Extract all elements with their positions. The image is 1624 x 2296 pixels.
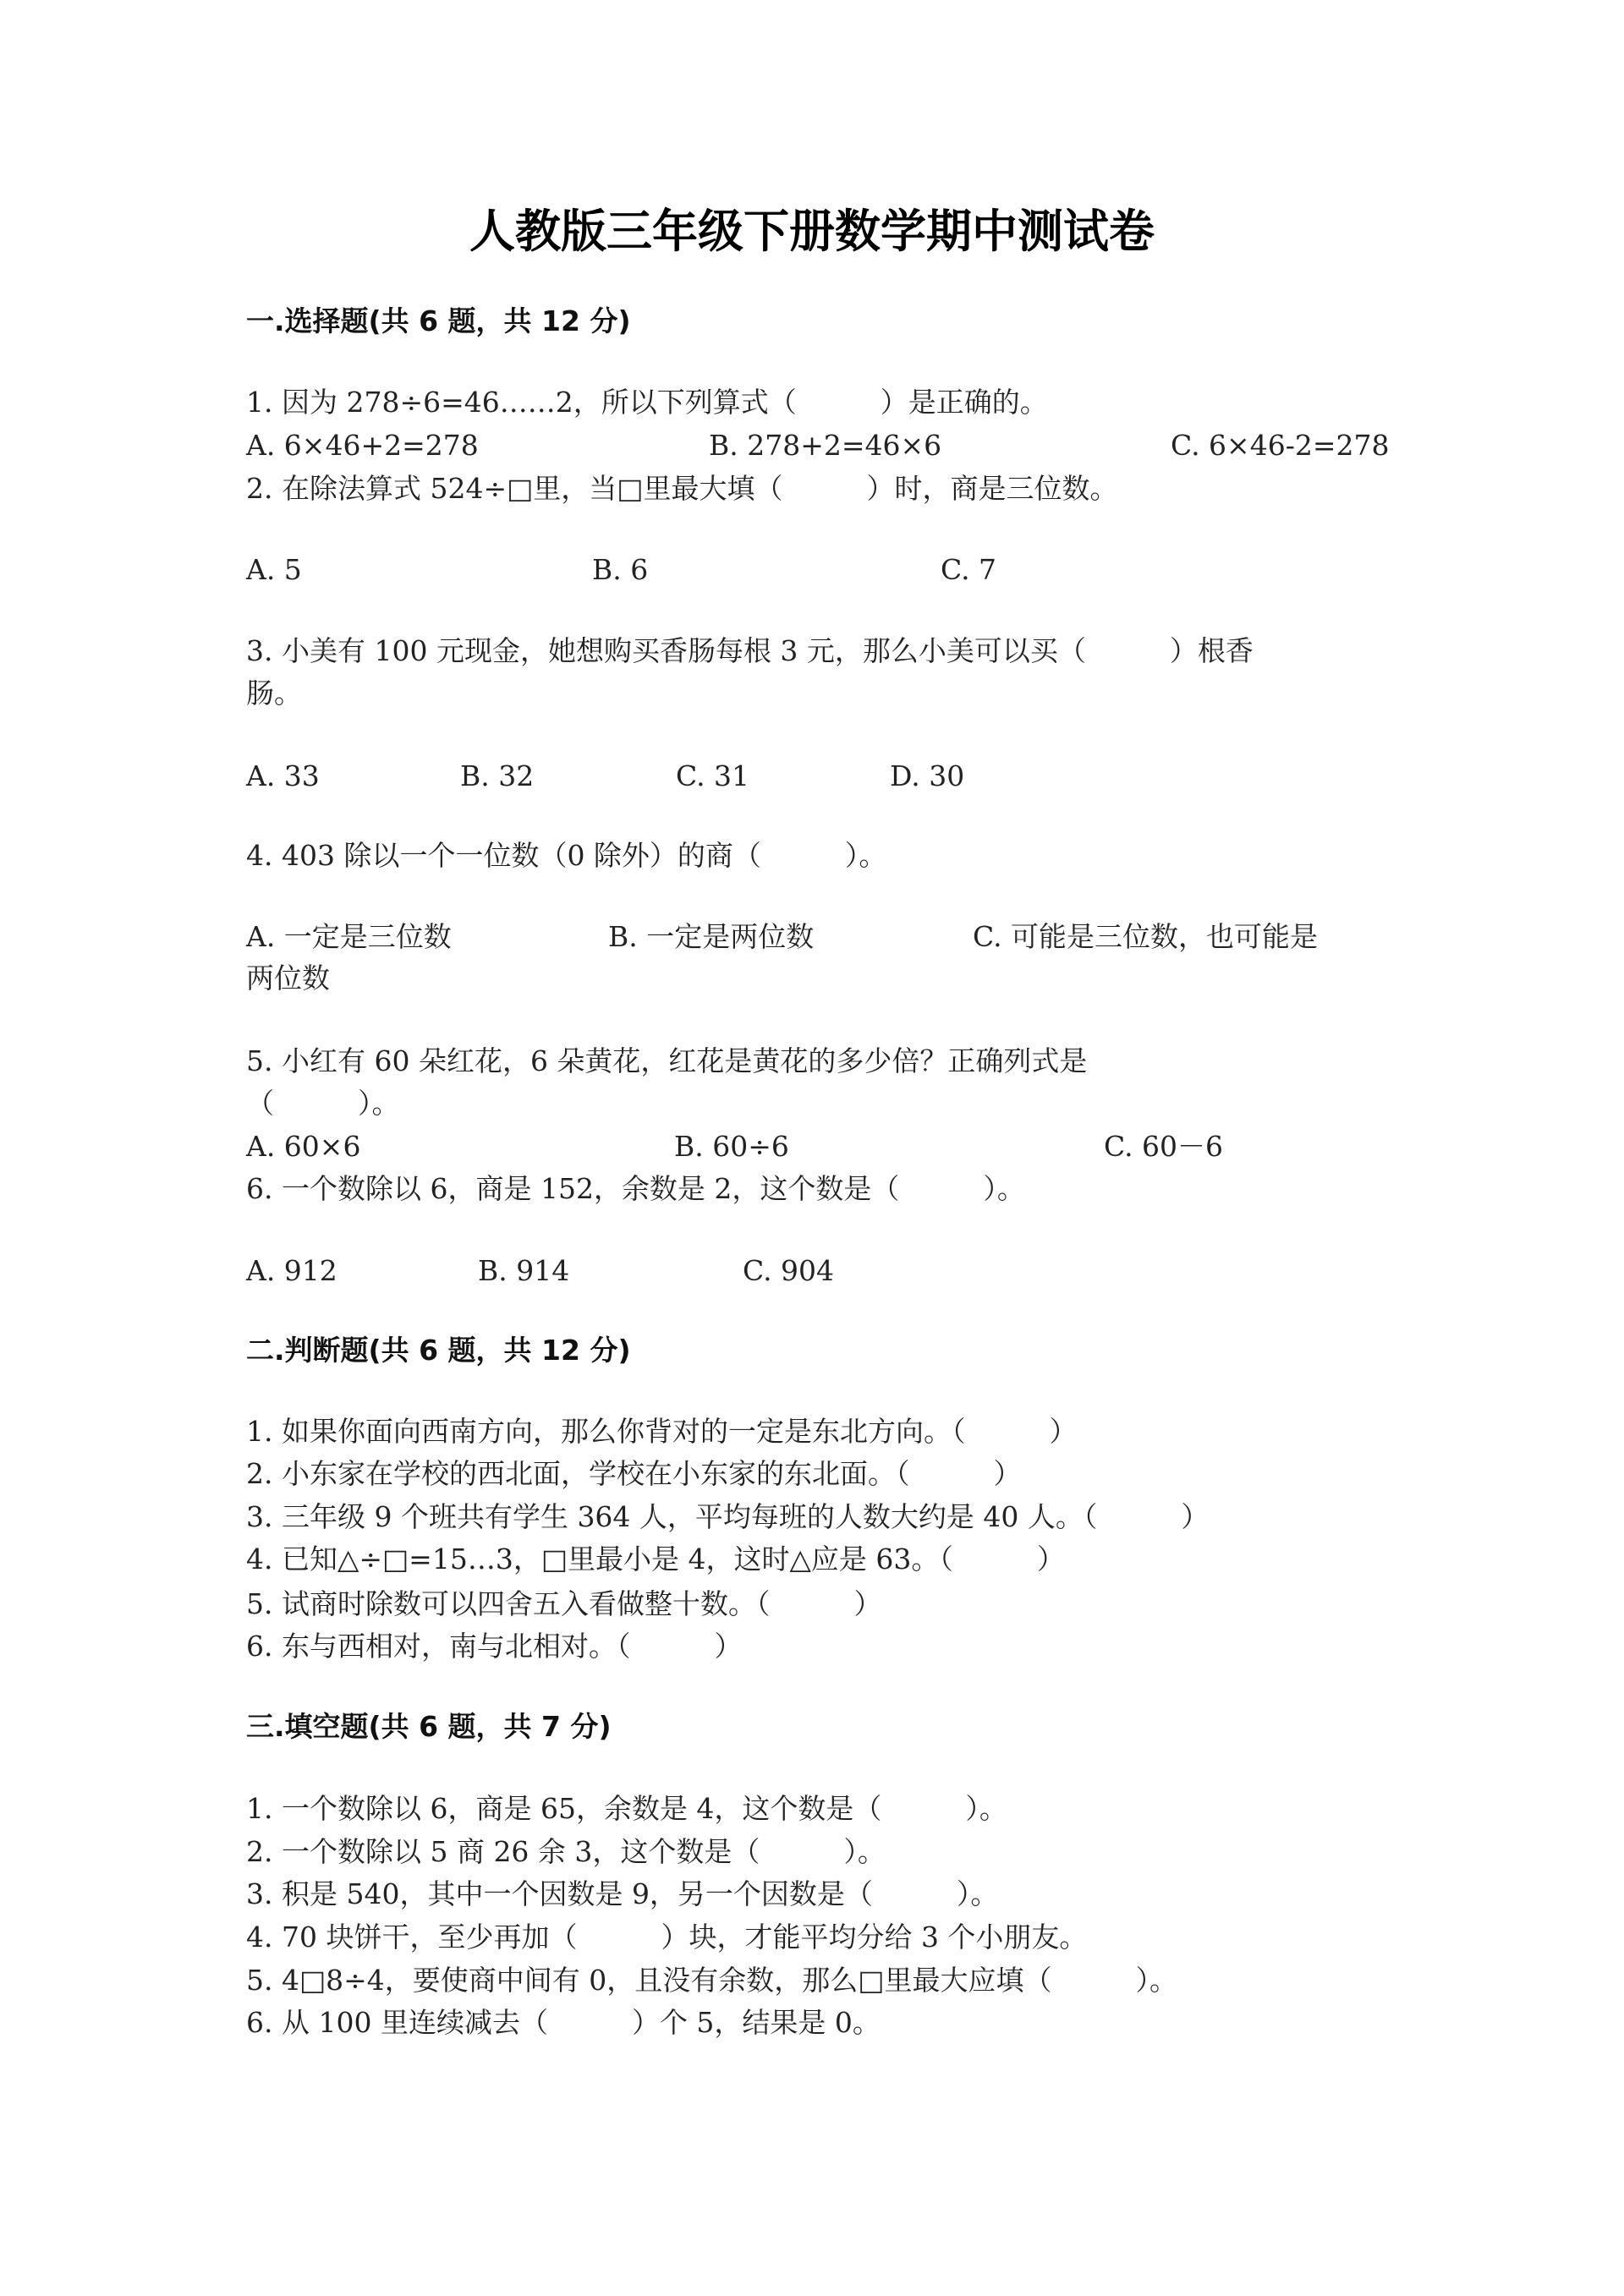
- question-3-option-d: D. 30: [890, 759, 965, 792]
- question-4-option-a: A. 一定是三位数: [246, 920, 452, 953]
- question-3-text-continued: 肠。: [246, 677, 302, 710]
- question-6-option-c: C. 904: [743, 1254, 835, 1287]
- question-6-option-b: B. 914: [478, 1254, 570, 1287]
- section-header-fill-blank: 三.填空题(共 6 题，共 7 分): [246, 1710, 612, 1743]
- section-header-judgement: 二.判断题(共 6 题，共 12 分): [246, 1334, 631, 1367]
- question-3-option-a: A. 33: [246, 759, 320, 792]
- question-6-text: 6. 一个数除以 6，商是 152，余数是 2，这个数是（ ）。: [246, 1172, 1025, 1205]
- question-2-text: 2. 在除法算式 524÷□里，当□里最大填（ ）时，商是三位数。: [246, 472, 1118, 505]
- question-5-option-b: B. 60÷6: [674, 1130, 789, 1163]
- page-title: 人教版三年级下册数学期中测试卷: [469, 205, 1155, 258]
- question-1-text: 1. 因为 278÷6=46……2，所以下列算式（ ）是正确的。: [246, 386, 1048, 419]
- question-2-option-c: C. 7: [941, 553, 997, 586]
- question-4-option-b: B. 一定是两位数: [608, 920, 815, 953]
- question-3-text: 3. 小美有 100 元现金，她想购买香肠每根 3 元，那么小美可以买（ ）根香: [246, 634, 1254, 667]
- judgement-item-2: 2. 小东家在学校的西北面，学校在小东家的东北面。（ ）: [246, 1457, 1022, 1490]
- question-6-option-a: A. 912: [246, 1254, 337, 1287]
- fill-blank-item-4: 4. 70 块饼干，至少再加（ ）块，才能平均分给 3 个小朋友。: [246, 1921, 1088, 1954]
- question-1-option-b: B. 278+2=46×6: [709, 429, 942, 462]
- question-4-text: 4. 403 除以一个一位数（0 除外）的商（ ）。: [246, 839, 887, 872]
- question-5-option-c: C. 60－6: [1104, 1130, 1224, 1163]
- judgement-item-3: 3. 三年级 9 个班共有学生 364 人，平均每班的人数大约是 40 人。（ ）: [246, 1500, 1210, 1533]
- section-header-choice: 一.选择题(共 6 题，共 12 分): [246, 304, 631, 337]
- fill-blank-item-2: 2. 一个数除以 5 商 26 余 3，这个数是（ ）。: [246, 1835, 886, 1868]
- question-4-option-c-continued: 两位数: [246, 962, 330, 995]
- question-3-option-b: B. 32: [460, 759, 535, 792]
- question-3-option-c: C. 31: [676, 759, 750, 792]
- fill-blank-item-5: 5. 4□8÷4，要使商中间有 0，且没有余数，那么□里最大应填（ ）。: [246, 1964, 1177, 1997]
- question-2-option-a: A. 5: [246, 553, 302, 586]
- question-4-option-c: C. 可能是三位数，也可能是: [973, 920, 1319, 953]
- question-5-text-continued: （ ）。: [246, 1087, 400, 1120]
- fill-blank-item-3: 3. 积是 540，其中一个因数是 9，另一个因数是（ ）。: [246, 1877, 999, 1910]
- question-1-option-a: A. 6×46+2=278: [246, 429, 479, 462]
- judgement-item-4: 4. 已知△÷□=15…3，□里最小是 4，这时△应是 63。（ ）: [246, 1543, 1065, 1575]
- judgement-item-1: 1. 如果你面向西南方向，那么你背对的一定是东北方向。（ ）: [246, 1415, 1078, 1448]
- judgement-item-6: 6. 东与西相对，南与北相对。（ ）: [246, 1630, 743, 1663]
- judgement-item-5: 5. 试商时除数可以四舍五入看做整十数。（ ）: [246, 1587, 882, 1620]
- question-1-option-c: C. 6×46-2=278: [1171, 429, 1390, 462]
- question-2-option-b: B. 6: [592, 553, 649, 586]
- question-5-option-a: A. 60×6: [246, 1130, 361, 1163]
- question-5-text: 5. 小红有 60 朵红花，6 朵黄花，红花是黄花的多少倍？正确列式是: [246, 1044, 1088, 1077]
- fill-blank-item-6: 6. 从 100 里连续减去（ ）个 5，结果是 0。: [246, 2006, 881, 2039]
- fill-blank-item-1: 1. 一个数除以 6，商是 65，余数是 4，这个数是（ ）。: [246, 1792, 1007, 1825]
